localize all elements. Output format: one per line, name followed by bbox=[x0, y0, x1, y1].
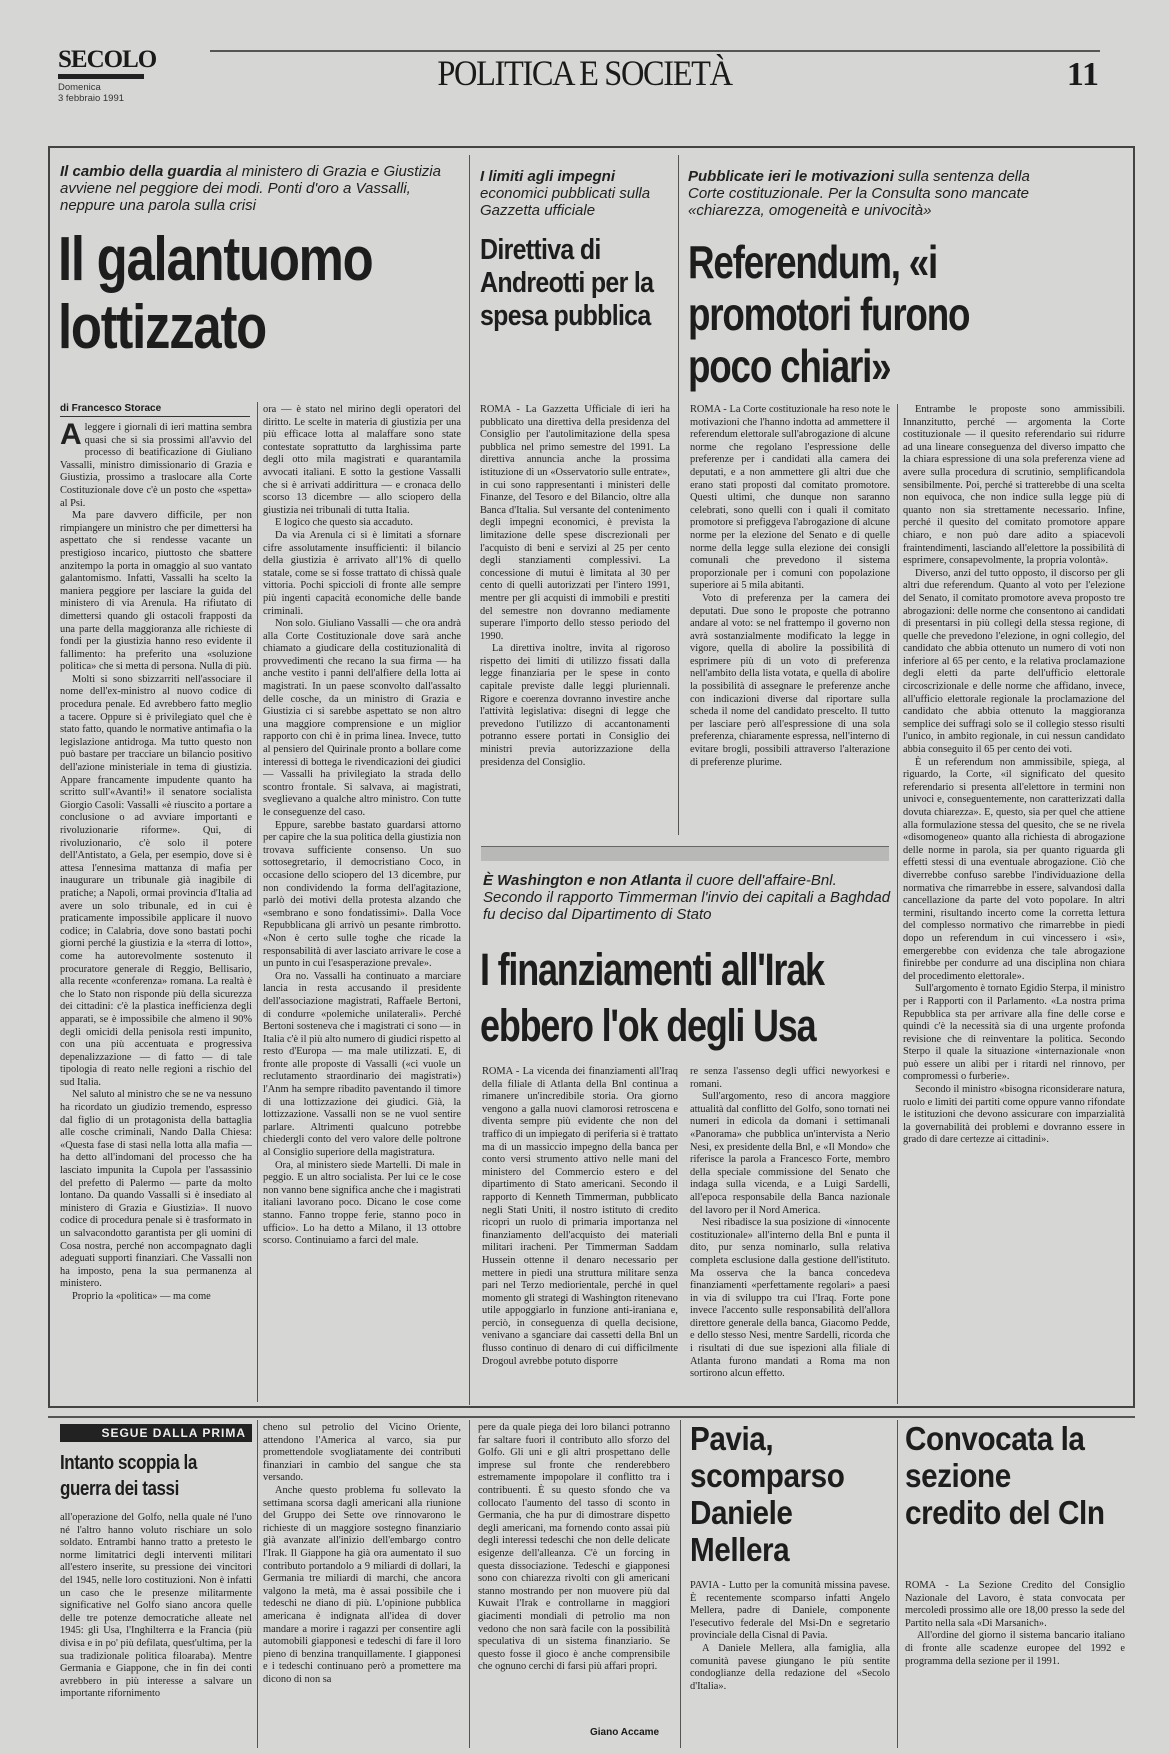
day: Domenica bbox=[58, 82, 101, 93]
kicker-bold: I limiti agli impegni bbox=[480, 168, 616, 185]
paragraph: re senza l'assenso degli uffici newyorkesi e romani. bbox=[690, 1066, 890, 1090]
paragraph: Ora no. Vassalli ha continuato a marciare lancia in resta accusando il presidente dell'associazione magistrati, Raffaele Bertoni, di condurre «polemiche unilaterali». Perché Bertoni sosteneva che i magistrati ci sono — in Italia c'è il più alto numero di giudici rispetto al resto d'Europa — ma male utilizzati. E, di fronte alle proposte di Vassalli («ci vuole un reclutamento straordinario dei magistrati») l'Anm ha sempre ribadito paventando il timore di una lottizzazione dei giudici. Già, la lottizzazione. Vassalli non se ne vuol sentire parlare. Altrimenti qualcuno potrebbe chiedergli conto del vero valore delle poltrone al Consiglio superiore della magistratura. bbox=[263, 970, 461, 1159]
paragraph: cheno sul petrolio del Vicino Oriente, attendono l'America al varco, sia pur promettendole svogliatamente dei contributi finanziari in cambio del sangue che sta versando. bbox=[263, 1422, 461, 1484]
segue-label: SEGUE DALLA PRIMA bbox=[60, 1424, 252, 1442]
paragraph: Sull'argomento è tornato Egidio Sterpa, il ministro per i Rapporti con il Parlamento. «La nostra prima Repubblica sta per arrivare alla fine delle corse e quindi c'è la necessità sia di una urgente profonda revisione che di reinventare la politica. Secondo Sterpo il quale la situazione «internazionale «non può essere un alibi per i ritardi nel rinnovo, per compromessi o furberie». bbox=[903, 983, 1125, 1083]
paragraph: ROMA - La Corte costituzionale ha reso note le motivazioni che l'hanno indotta ad ammettere il referendum elettorale sull'abrogazione di alcune norme che regolano l'espressione delle preferenze per i candidati alla camera dei deputati, e a non ammettere gli altri due che erano stati proposti dal comitato promotore. Questi ultimi, che dunque non saranno celebrati, sono quelli con i quali il comitato promotore si prefiggeva l'abrogazione di alcune norme per la elezione del Senato e di quelle norme della legge sulla elezione dei consigli comunali che prevedono il sistema proporzionale per i comuni con popolazione superiore ai 5 mila abitanti. bbox=[690, 404, 890, 592]
kicker-bold: Il cambio della guardia bbox=[60, 163, 222, 180]
drop-cap: A bbox=[60, 422, 82, 451]
paragraph: Proprio la «politica» — ma come bbox=[72, 1290, 211, 1302]
kicker-bold: È Washington e non Atlanta bbox=[483, 872, 682, 889]
paragraph: ROMA - La Sezione Credito del Consiglio Nazionale del Lavoro, è stata convocata per mercoledì prossimo alle ore 18,00 presso la sede del Partito nella sala «Di Marsanich». bbox=[905, 1580, 1125, 1629]
referendum-col2 bbox=[903, 404, 1125, 1402]
kicker-bold: Pubblicate ieri le motivazioni bbox=[688, 168, 894, 185]
andreotti-kicker bbox=[480, 168, 660, 219]
irak-kicker bbox=[483, 872, 893, 923]
paragraph: ROMA - La vicenda dei finanziamenti all'Iraq della filiale di Atlanta della Bnl continua a rimanere un'incredibile storia. Ora giorno vengono a galla nuovi clamorosi retroscena e diventa sempre più evidente che non del traffico di un impiegato di periferia si è trattato ma di un massiccio impegno della banca per conto versi strumento attivo nelle mani del ministero del Commercio estero e del dipartimento di Stato americani. Secondo il rapporto di Kenneth Timmerman, pubblicato negli Stati Uniti, il nostro istituto di credito ricopri un ruolo di primaria importanza nel finanziamento dell'acquisto dei materiali militari iracheni. Per Timmerman Saddam Hussein ottenne il denaro necessario per mettere in piedi una struttura militare senza pari nel Terzo mediorientale, perché in quel momento gli strategi di Washington ritenevano utile appoggiarlo in funzione anti-iraniana e, perciò, in conseguenza di quella decisione, venivano a sganciare dai cassetti della Bnl un flusso continuo di denaro di cui difficilmente Drogoul avrebbe potuto disporre bbox=[482, 1066, 678, 1367]
irak-headline: I finanziamenti all'Irak ebbero l'ok degli Usa bbox=[480, 944, 824, 1051]
paragraph: Non solo. Giuliano Vassalli — che ora andrà alla Corte Costituzionale dove sarà anche chiamato a giudicare della costituzionalità di provvedimenti che recano la sua firma — ha anche vestito i panni dell'alfiere della lotta ai magistrati. In un paese sconvolto dall'assalto delle cosche, da un ministro di Grazia e Giustizia ci si sarebbe aspettato se non altro una maggiore comprensione e un miglior rapporto con chi è in prima linea. Invece, tutto al pensiero del Quirinale pronto a bollare come interessi di bottega le rivendicazioni dei giudici — Vassalli ha privilegiato la strada dello scontro frontale. Si salvava, ai magistrati, sveglievano a qualche altro ministro. Con tutte le conseguenze del caso. bbox=[263, 618, 461, 818]
newspaper-logo: SECOLO bbox=[58, 46, 157, 73]
kicker-rest: il cuore dell'affaire-Bnl. Secondo il rapporto Timmerman l'invio dei capitali a Baghdad fu deciso dal Dipartimento di Stato bbox=[483, 872, 891, 923]
paragraph: E logico che questo sia accaduto. bbox=[275, 517, 413, 529]
andreotti-body bbox=[480, 404, 670, 844]
cln-body bbox=[905, 1580, 1125, 1748]
pavia-headline: Pavia, scomparso Daniele Mellera bbox=[690, 1420, 845, 1568]
bottom-rule bbox=[48, 1416, 1135, 1418]
tassi-col3 bbox=[478, 1422, 670, 1722]
column-rule bbox=[897, 404, 898, 1404]
paragraph: Entrambe le proposte sono ammissibili. Innanzitutto, perché — argomenta la Corte costituzionale — il quesito referendario sui ridurre ad una lineare conseguenza del diverso impatto che la chiara espressione di una sola preferenza viene ad avere sulla procedura di scrutinio, semplificandola sensibilmente. Poi, perché si tratterebbe di una scelta non equivoca, che non indice sulla legge più di quanto non sia strettamente necessario. Infine, perché il quesito del comitato promotore appare chiaro, e non può dare adito a spiacevoli fraintendimenti, lasciando all'elettore la possibilità di esprimere, consapevolmente, la propria volontà». bbox=[903, 404, 1125, 567]
paragraph: A Daniele Mellera, alla famiglia, alla comunità pavese giungano le più sentite condoglianze della redazione del «Secolo d'Italia». bbox=[690, 1642, 890, 1692]
referendum-kicker bbox=[688, 168, 1068, 219]
paragraph: Da via Arenula ci si è limitati a sfornare cifre assolutamente insufficienti: il bilancio della giustizia è arrivato all'1% di quello statale, come se si fosse trattato di chissà quale vittoria. Pochi spiccioli di fronte alle sempre più ingenti capacità economiche delle bande criminali. bbox=[263, 529, 461, 617]
column-rule bbox=[257, 1420, 258, 1748]
paragraph: Eppure, sarebbe bastato guardarsi attorno per capire che la sua politica della giustizia non trovava sufficiente consenso. Un suo sottosegretario, il democristiano Coco, in occasione dello sciopero del 13 dicembre, pur non condividendo la forma dell'agitazione, parlò dei motivi della protesta alzando che «sembrano e sono fondatissimi». Dalla Voce Repubblicana gli arrivò un pesante rimbrotto. «Non è certo sulle toghe che ricade la responsabilità di aver lasciato arrivare le cose a un punto in cui l'esasperazione prevale». bbox=[263, 819, 461, 970]
referendum-headline: Referendum, «i promotori furono poco chiari» bbox=[688, 236, 970, 392]
gray-band bbox=[481, 846, 889, 861]
column-rule bbox=[469, 1420, 470, 1748]
paragraph: Sull'argomento, reso di ancora maggiore attualità dal conflitto del Golfo, sono tornati nei numeri in edicola da domani i settimanali «Panorama» che pubblica un'intervista a Nerio Nesi, ex presidente della Bnl, e «Il Mondo» che riferisce la parola a Francesco Forte, membro della speciale commissione del Senato che indaga sulla vicenda, e a Luigi Sardelli, all'epoca responsabile della Banca nazionale del lavoro per il Nord America. bbox=[690, 1091, 890, 1216]
irak-col2 bbox=[690, 1066, 890, 1402]
paragraph: All'ordine del giorno il sistema bancario italiano di fronte alle scadenze europee del 1992 e programma della sezione per il 1991. bbox=[905, 1630, 1125, 1667]
column-rule bbox=[469, 155, 470, 1405]
paragraph: La direttiva inoltre, invita al rigoroso rispetto dei limiti di utilizzo fissati dalla legge finanziaria per le spese in conto capitale previste dalle leggi pluriennali. Rigore e coerenza dovranno investire anche l'attività legislativa: disegni di legge che prevedono l'utilizzo di accantonamenti potranno essere portati in Consiglio dei ministri previa autorizzazione della presidenza del Consiglio. bbox=[480, 643, 670, 768]
storace-kicker bbox=[60, 163, 460, 214]
paragraph: leggere i giornali di ieri mattina sembra quasi che si sia prossimi all'avvio del processo di beatificazione di Giuliano Vassalli, ministro dimissionario di Grazia e Giustizia, prossimo a traslocare alla Corte Costituzionale dove c'è un posto che «spetta» al Psi. bbox=[60, 422, 252, 509]
section-title: POLITICA E SOCIETÀ bbox=[437, 53, 732, 93]
paragraph: ROMA - La Gazzetta Ufficiale di ieri ha pubblicato una direttiva della presidenza del Consiglio per l'autolimitazione della spesa pubblica nel primo semestre del 1991. La direttiva annuncia anche la prossima istituzione di un «Osservatorio sulle entrate», in cui sono rappresentanti i ministeri delle Finanze, del Tesoro e del Bilancio, oltre alla Banca d'Italia. Sul versante del contenimento degli impegni economici, è prevista la limitazione delle spese discrezionali per l'acquisto di beni e servizi al 25 per cento degli stanziamenti complessivi. La concessione di mutui è limitata al 30 per cento di quelli autorizzati per l'intero 1991, mentre per gli acquisti di immobili e prestiti del semestre non dovranno mediamente superare l'importo dello stesso periodo del 1990. bbox=[480, 404, 670, 642]
kicker-rest: al ministero di Grazia e Giustizia avviene nel peggiore dei modi. Ponti d'oro a Vassalli, neppure una parola sulla crisi bbox=[60, 163, 441, 214]
tassi-col1 bbox=[60, 1512, 252, 1748]
tassi-headline: Intanto scoppia la guerra dei tassi bbox=[60, 1452, 197, 1500]
paragraph: Secondo il ministro «bisogna riconsiderare natura, ruolo e limiti dei partiti come oppure vanno rifondate le istituzioni che devono assicurare con imparzialità la governabilità dei problemi e dovranno essere in grado di dare certezze ai cittadini». bbox=[903, 1084, 1125, 1146]
tassi-col2 bbox=[263, 1422, 461, 1748]
paragraph: Diverso, anzi del tutto opposto, il discorso per gli altri due referendum. Quanto al voto per l'elezione del Senato, il comitato promotore aveva proposto tre abrogazioni: delle norme che consentono ai candidati di presentarsi in più collegi della stessa regione, di quelle che prevedono l'elezione, in ogni collegio, del candidato che abbia ottenuto un numero di voti non inferiore al 65 per cento, e la relativa proclamazione degli eletti da parte dell'ufficio elettorale circoscrizionale e delle norme che affidano, invece, all'ufficio elettorale regionale la proclamazione del candidato che abbia ottenuto la maggioranza semplice dei suffragi solo se il collegio stesso risulti l'unico, in ambito regionale, in cui nessun candidato abbia conseguito il 65 per cento dei voti. bbox=[903, 567, 1125, 756]
column-rule bbox=[257, 402, 258, 1402]
column-rule bbox=[678, 155, 679, 835]
paragraph: ora — è stato nel mirino degli operatori del diritto. Le scelte in materia di giustizia per una più efficace lotta al malaffare sono state contestate soprattutto da larghissima parte degli otto mila magistrati e quarantamila avvocati italiani. E sotto la gestione Vassalli che si è arrivati addirittura — e cronaca dello scorso 13 dicembre — allo sciopero della giustizia nei tribunali di tutta Italia. bbox=[263, 404, 461, 516]
paragraph: PAVIA - Lutto per la comunità missina pavese. È recentemente scomparso infatti Angelo Mellera, padre di Daniele, componente l'esecutivo federale del Msi-Dn e segretario provinciale della Cisnal di Pavia. bbox=[690, 1580, 890, 1642]
paragraph: pere da quale piega dei loro bilanci potranno far saltare fuori il contributo allo sforzo del Golfo. Gli uni e gli altri prospettano delle imprese sul fronte che renderebbero estremamente impopolare il conflitto tra i contribuenti. È su questo sfondo che va collocato l'aumento del tasso di sconto in Germania, che ha pur di dimostrare dispetto degli americani, ma fornendo conto assai più degli interessi tedeschi che non delle delicate esigenze dell'alleanza. C'è un forcing in questa dissociazione. Tedeschi e giapponesi sono con chiarezza rivolti con gli americani stanno mostrando per non muovere più dal Kuwait l'Irak e controllarne in maggiori giacimenti mondiali di petrolio ma non vedono che non sarà facile con la possibilità speculativa di un sistema finanziario. Se questo fosse il gioco è anche comprensibile che ognuno cerchi di farsi più affari propri. bbox=[478, 1422, 670, 1673]
paragraph: Anche questo problema fu sollevato la settimana scorsa dagli americani alla riunione del Gruppo dei Sette ove rinnovarono le richieste di un maggiore sostegno finanziario già avanzate all'inizio dell'embargo contro l'Irak. Il Giappone ha già ora aumentato il suo contributo portandolo a 9 miliardi di dollari, la Germania tre miliardi di marchi, che ancora valgono la metà, ma è assai possibile che i tedeschi ne diano di più. L'opinione pubblica americana è indignata all'idea di dover mandare a morire i ragazzi per consentire agli automobili giapponesi e tedeschi di fare il loro pieno di benzina tranquillamente. I giapponesi e i tedeschi continuano però a promettere ma dicono di non sa bbox=[263, 1484, 461, 1685]
storace-headline: Il galantuomo lottizzato bbox=[58, 225, 373, 362]
storace-col1 bbox=[60, 422, 252, 1402]
signature: Giano Accame bbox=[590, 1727, 660, 1738]
paragraph: Nel saluto al ministro che se ne va nessuno ha ricordato un giudizio tremendo, espresso dal figlio di un protagonista della battaglia alle cosche criminali, Nando Dalla Chiesa: «Questa fase di stasi nella lotta alla mafia — ha detto all'indomani del processo che ha lasciato impunita la Cupola per l'assassinio del prefetto di Palermo — parte da molto lontano. Da quando Vassalli si è insediato al ministero di Grazia e Giustizia». Il nuovo codice di procedura penale si è trasformato in un salvacondotto garantista per gli uomini di Cosa nostra, perché non accompagnato dagli adeguati supporti finanziari. Che Vassalli non ha imposto, pena la sua permanenza al ministero. bbox=[60, 1089, 252, 1290]
paragraph: Ma pare davvero difficile, per non rimpiangere un ministro che per dimettersi ha aspettato che si rendesse vacante un prestigioso incarico, piuttosto che sbattere anzitempo la porta in omaggio al suo vantato galantomismo. Infatti, Vassalli ha scelto la maniera peggiore per lasciare la guida del ministero di via Arenula. Ha rifiutato di dimettersi quando gli ostacoli frapposti da una parte della maggioranza alle richieste di fondi per la giustizia hanno reso evidente il fallimento: ha preferito una «soluzione politica» che si metta di persona. Nulla di più. bbox=[60, 510, 252, 673]
kicker-rest: economici pubblicati sulla Gazzetta ufficiale bbox=[480, 185, 651, 219]
column-rule bbox=[897, 1420, 898, 1748]
paragraph: Nesi ribadisce la sua posizione di «innocente costituzionale» all'interno della Bnl e punta il dito, pur senza nominarlo, sulla relativa completa esclusione dalla gestione dell'istituto. Ma osserva che la banca concedeva finanziamenti «perfettamente regolari» a paesi in via di sviluppo tra cui l'Iraq. Forte pone invece l'accento sulle responsabilità dell'allora direttore generale della banca, Giacomo Pedde, e dello stesso Nesi, mentre Sardelli, ricorda che i risultati di due sue ispezioni alla filiale di Atlanta furono mandati a Roma ma non sortirono alcun effetto. bbox=[690, 1217, 890, 1380]
cln-headline: Convocata la sezione credito del Cln bbox=[905, 1420, 1105, 1531]
referendum-col1 bbox=[690, 404, 890, 844]
paragraph: È un referendum non ammissibile, spiega, al riguardo, la Corte, «il significato del quesito referendario si presenta all'elettore in termini non univoci e, conseguentemente, non caratterizzati dalla dovuta chiarezza». E, questo, sia per quel che attiene alla formulazione stessa del quesito, che se ne rivela «disomogeneo» quanto alla richiesta di abrogazione delle norme in parola, sia per quanto riguarda gli effetti stessi di una eventuale abrogazione. Ciò che diverrebbe confuso sarebbe l'individuazione della normativa che rimarrebbe in essere, salvandosi dalla cancellazione da parte del voto popolare. In altri termini, risultando incerto come la corretta lettura del complesso normativo che rimarrebbe in piedi dopo un referendum in cui vincessero i «sì», emergerebbe con evidenza che tale abrogazione finirebbe per condurre ad una disciplina non chiara del procedimento elettorale». bbox=[903, 756, 1125, 982]
page-number: 11 bbox=[1066, 56, 1099, 93]
storace-col2 bbox=[263, 404, 461, 1402]
pavia-body bbox=[690, 1580, 890, 1748]
kicker-rest: sulla sentenza della Corte costituzionale. Per la Consulta sono mancate «chiarezza, omogeneità e univocità» bbox=[688, 168, 1030, 219]
paragraph: all'operazione del Golfo, nella quale né l'uno né l'altro hanno voluto rischiare un solo soldato. Entrambi hanno tratto a pretesto le norme limitatrici degli interventi militari all'estero inserite, su pressione dei vincitori del 1945, nelle loro costituzioni. Non è infatti un caso che le presenze militarmente significative nel Golfo siano ancora quelle delle tre potenze democratiche alleate nel 1945: gli Usa, l'Inghilterra e la Francia (più divisa e in po' più defilata, quest'ultima, per la sua tradizionale politica filoaraba). Mentre Germania e Giappone, che in fin dei conti avrebbero in più interesse a salvare un importante rifornimento bbox=[60, 1512, 252, 1700]
andreotti-headline: Direttiva di Andreotti per la spesa pubblica bbox=[480, 234, 654, 332]
paragraph: Voto di preferenza per la camera dei deputati. Due sono le proposte che potranno andare al voto: se nel frattempo il governo non avrà sostanzialmente modificato la legge in vigore, quella di abolire la possibilità di esprimere più di un voto di preferenza nell'ambito della lista votata, e quella di abolire la possibilità di assegnare le preferenze anche con indicazioni diverse dal riportare sulla scheda il nome del candidato prescelto. Il tutto per lasciare però all'espressione di una sola preferenza, chiaramente espressa, nell'interno di evitare brogli, possibili attraverso l'alterazione di preferenze plurime. bbox=[690, 592, 890, 768]
date: 3 febbraio 1991 bbox=[58, 93, 125, 104]
irak-col1 bbox=[482, 1066, 678, 1402]
column-rule bbox=[680, 1420, 681, 1748]
byline: di Francesco Storace bbox=[60, 403, 250, 417]
paragraph: Molti si sono sbizzarriti nell'associare il nome dell'ex-ministro al nuovo codice di procedura penale. Ed avrebbero fatto meglio a tacere. Oppure si è privilegiato quel che è stato fatto, quando le normative antimafia o la legislazione antidroga. Ma tutto questo non può bastare per tracciare un bilancio positivo dell'azione ministeriale in tema di giustizia. Appare francamente impudente quanto ha scritto sull'«Avanti!» il senatore socialista Giorgio Casoli: Vassalli «è riuscito a portare a conclusione o ad avviare importanti e rivoluzionarie riforme». Qui, di rivoluzionario, c'è solo il potere dell'Antistato, a Gela, per esempio, dove si è attesa l'ennesima mattanza di mafia per inaugurare un tribunale già inagibile di pratiche; a Napoli, ormai provincia d'Italia ad avere un solo tribunale, ed in cui è praticamente impossibile applicare il nuovo codice; in Calabria, dove sono bastati pochi giorni perché la giustizia e la «terra di lotto», come ha autorevolmente sostenuto il procuratore generale di Reggio, Bellisario, alla recente «conferenza» romana. La realtà è che lo Stato non risponde più della sicurezza dei cittadini: c'è la plastica inefficienza degli apparati, se è impossibile che almeno il 90% degli omicidi della penisola resti impunito, con una più accentuata e progressiva depenalizzazione — di fatto — di tale tipologia di reato nelle regioni a rischio del sud Italia. bbox=[60, 673, 252, 1088]
paragraph: Ora, al ministero siede Martelli. Di male in peggio. E un altro socialista. Per lui ce le cose non vanno bene significa anche che i magistrati italiani lavorano poco. Dicano le cose come stanno. Fanno troppe ferie, stanno poco in ufficio». Lo ha detto a Milano, il 13 ottobre scorso. Continuiamo a farci del male. bbox=[263, 1159, 461, 1247]
